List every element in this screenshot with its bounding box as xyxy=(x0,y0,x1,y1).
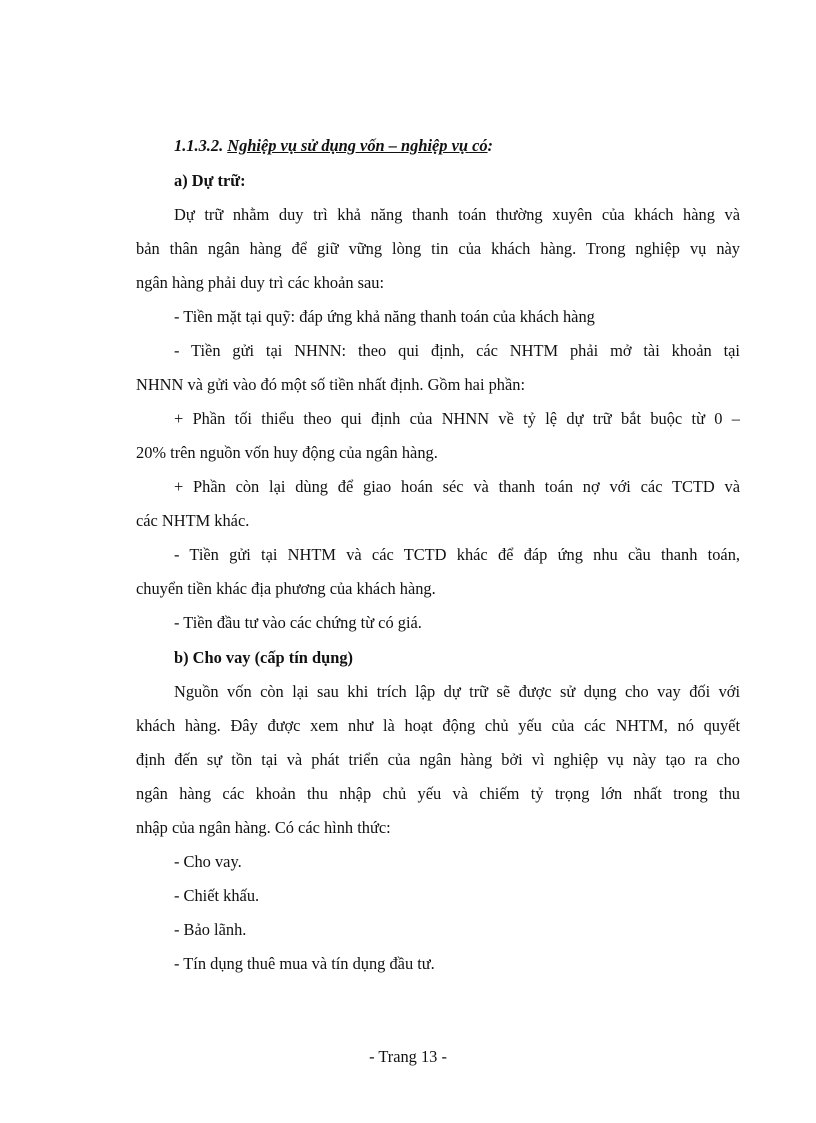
list-item: - Tiền gửi tại NHTM và các TCTD khác để đáp ứng nhu cầu thanh toán, xyxy=(174,545,740,564)
paragraph-line: ngân hàng phải duy trì các khoản sau: xyxy=(136,273,385,292)
paragraph-line: 20% trên nguồn vốn huy động của ngân hàng. xyxy=(136,443,438,462)
section-title: Nghiệp vụ sử dụng vốn – nghiệp vụ có xyxy=(227,136,488,155)
paragraph-line: Nguồn vốn còn lại sau khi trích lập dự trữ sẽ được sử dụng cho vay đối với xyxy=(174,682,740,701)
subheading-lending: b) Cho vay (cấp tín dụng) xyxy=(174,648,353,667)
list-item: - Chiết khấu. xyxy=(174,886,260,905)
paragraph-line: Dự trữ nhằm duy trì khả năng thanh toán thường xuyên của khách hàng và xyxy=(174,205,740,224)
section-number: 1.1.3.2. xyxy=(174,136,224,155)
section-colon: : xyxy=(487,136,494,155)
paragraph-line: nhập của ngân hàng. Có các hình thức: xyxy=(136,818,391,837)
list-item: + Phần tối thiểu theo qui định của NHNN về tỷ lệ dự trữ bắt buộc từ 0 – xyxy=(174,409,740,428)
list-item: - Tiền gửi tại NHNN: theo qui định, các NHTM phải mở tài khoản tại xyxy=(174,341,740,360)
paragraph-line: NHNN và gửi vào đó một số tiền nhất định. Gồm hai phần: xyxy=(136,375,526,394)
list-item: - Cho vay. xyxy=(174,852,242,871)
list-item: - Tín dụng thuê mua và tín dụng đầu tư. xyxy=(174,954,435,973)
paragraph-line: bản thân ngân hàng để giữ vững lòng tin của khách hàng. Trong nghiệp vụ này xyxy=(136,239,740,258)
paragraph-line: khách hàng. Đây được xem như là hoạt động chủ yếu của các NHTM, nó quyết xyxy=(136,716,740,735)
paragraph-line: chuyển tiền khác địa phương của khách hàng. xyxy=(136,579,436,598)
page-number: - Trang 13 - xyxy=(369,1047,447,1066)
list-item: - Bảo lãnh. xyxy=(174,920,247,939)
list-item: - Tiền mặt tại quỹ: đáp ứng khả năng thanh toán của khách hàng xyxy=(174,307,595,326)
paragraph-line: các NHTM khác. xyxy=(136,511,250,530)
paragraph-line: định đến sự tồn tại và phát triển của ngân hàng bởi vì nghiệp vụ này tạo ra cho xyxy=(136,750,740,769)
paragraph-line: ngân hàng các khoản thu nhập chủ yếu và chiếm tỷ trọng lớn nhất trong thu xyxy=(136,784,740,803)
subheading-reserves: a) Dự trữ: xyxy=(174,171,246,190)
list-item: - Tiền đầu tư vào các chứng từ có giá. xyxy=(174,613,422,632)
list-item: + Phần còn lại dùng để giao hoán séc và thanh toán nợ với các TCTD và xyxy=(174,477,740,496)
section-heading xyxy=(174,135,740,157)
